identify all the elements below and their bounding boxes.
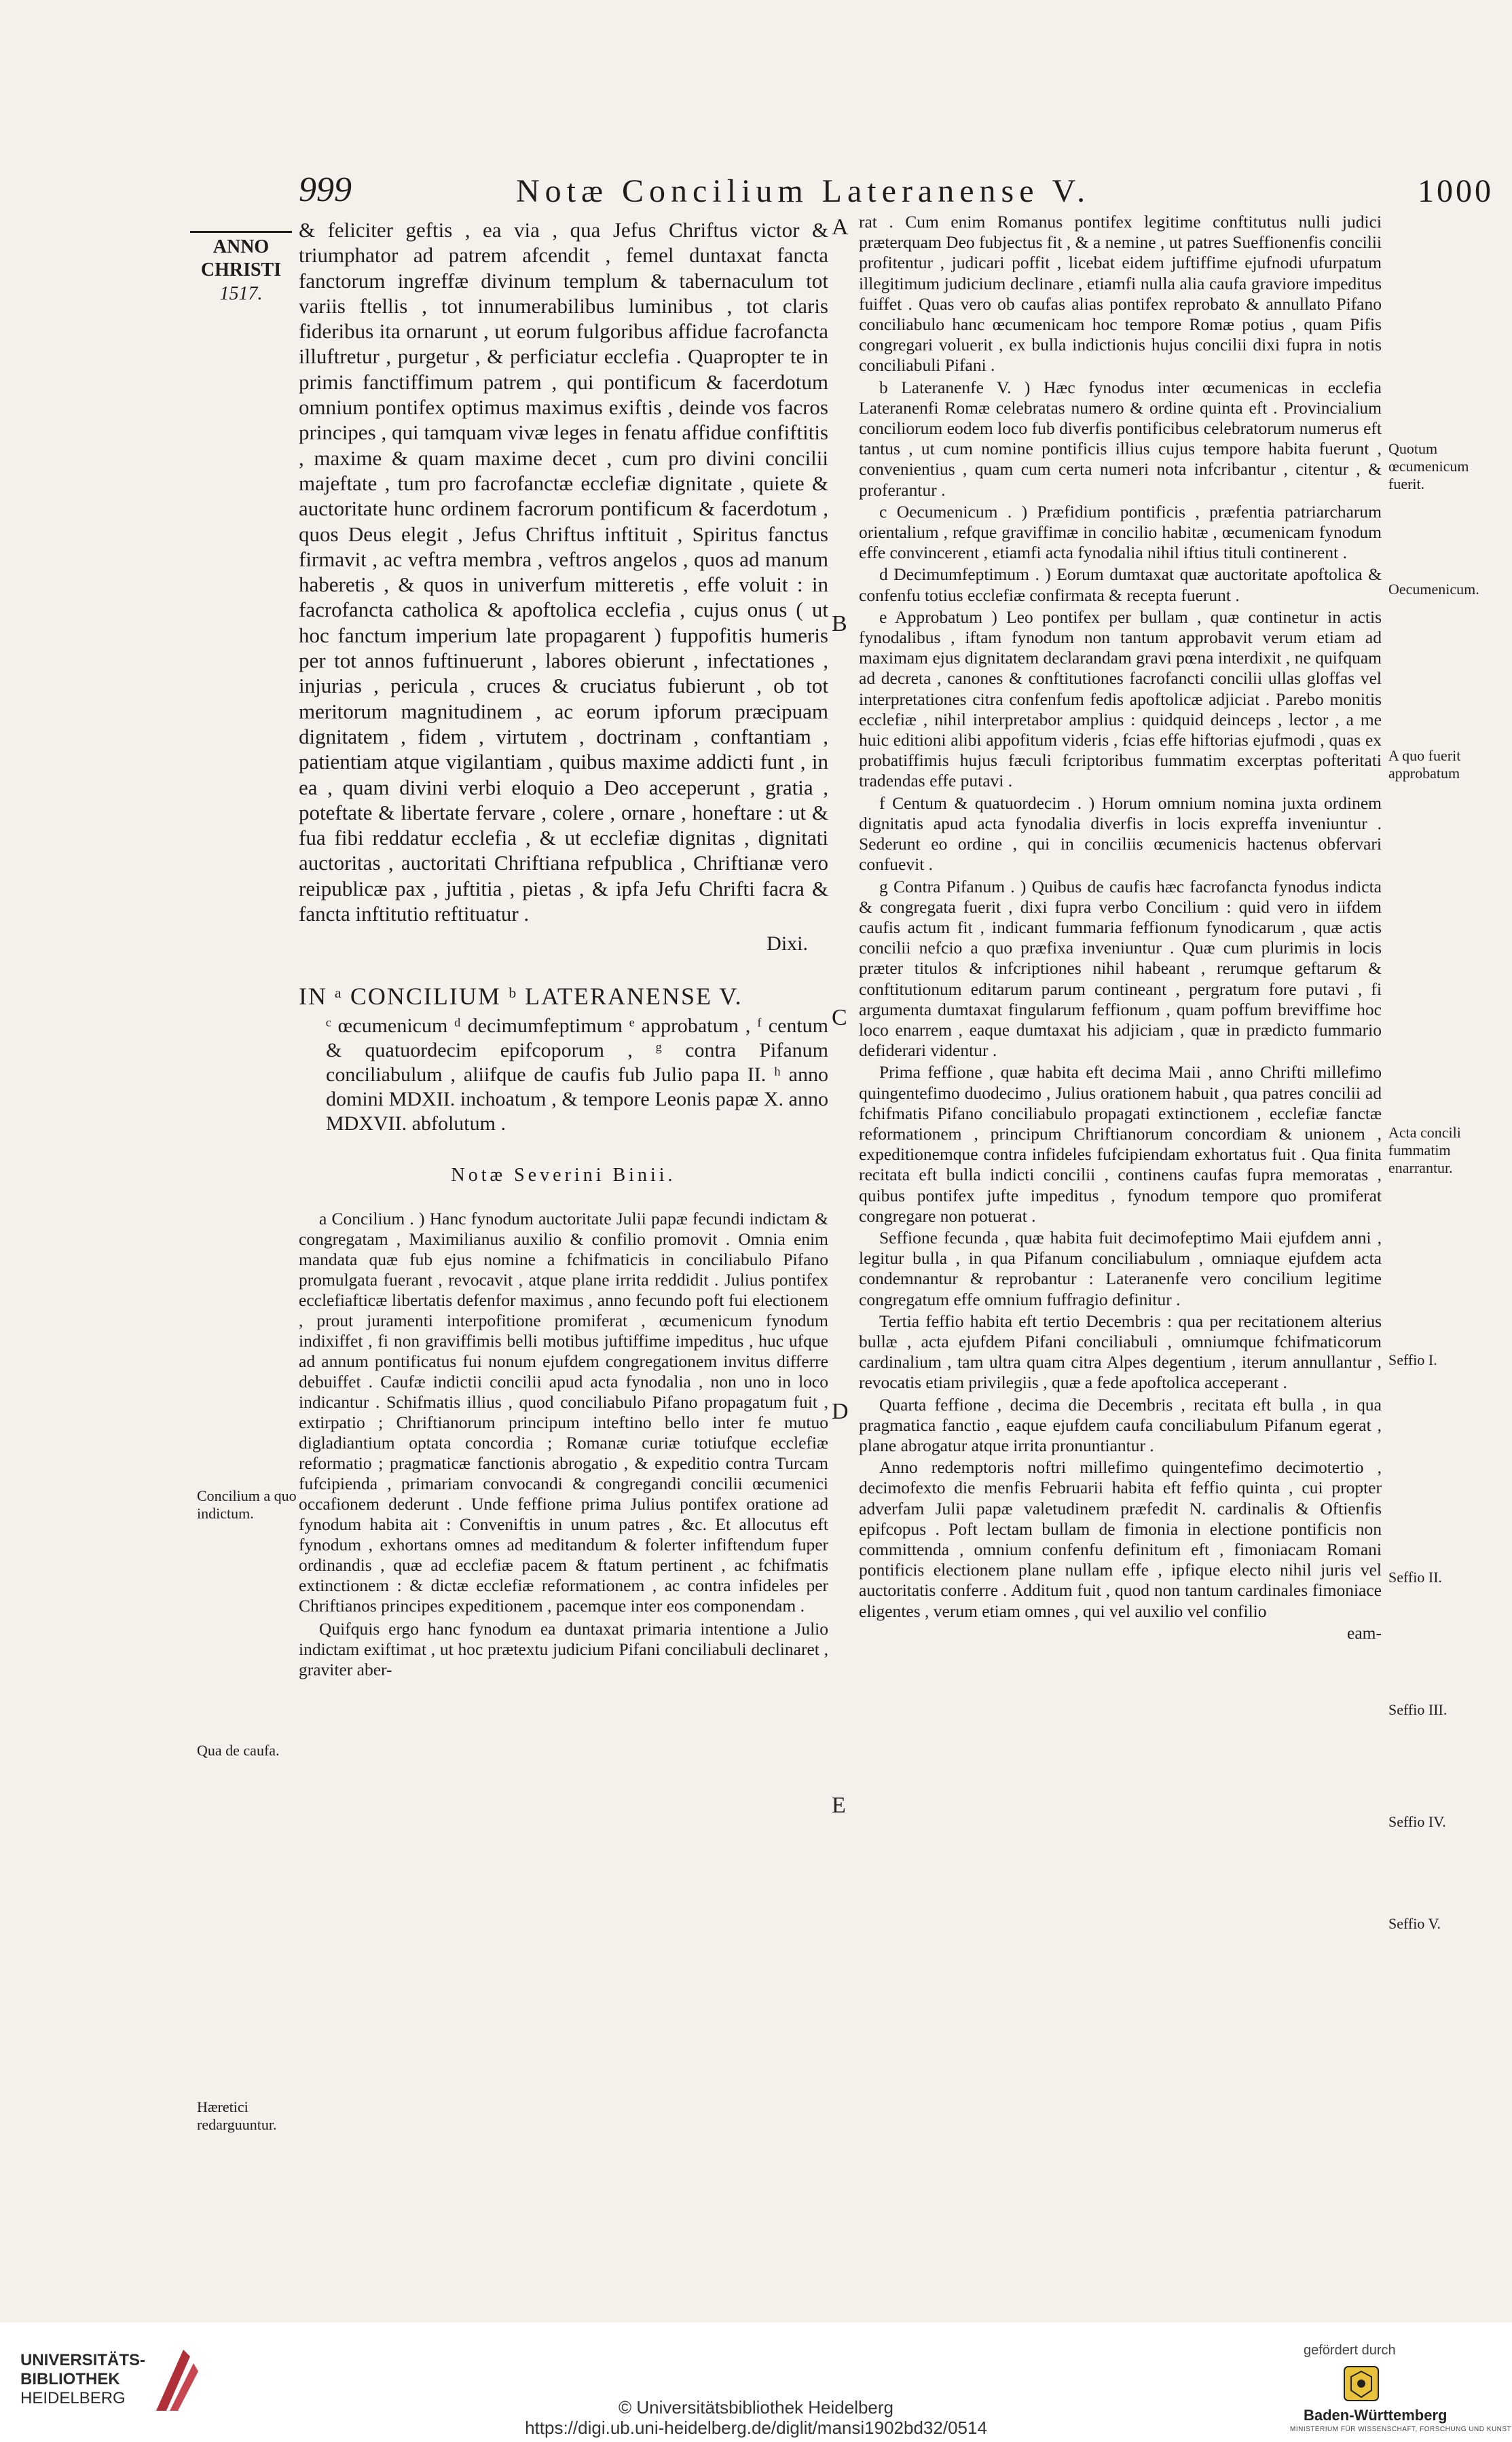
note-a-continued: Quifquis ergo hanc fynodum ea duntaxat primaria intentione a Julio indictam exiftimat , ut hoc prætextu judicium Pifani conciliabuli declinaret , graviter aber- — [299, 1618, 828, 1679]
concilium-title-block — [299, 984, 828, 1137]
side-note-concilium: Concilium a quo indictum. — [197, 1487, 297, 1522]
side-note-a-quo: A quo fuerit approbatum — [1388, 747, 1461, 782]
section-letter-d: D — [832, 1399, 849, 1424]
right-column — [859, 212, 1382, 1645]
right-para-4: d Decimumfeptimum . ) Eorum dumtaxat quæ auctoritate apoftolica & confenfu totius ecclefiæ confirmata & recepta fuerunt . — [859, 564, 1382, 605]
right-para-6: f Centum & quatuordecim . ) Horum omnium nomina juxta ordinem dignitatis apud acta fynodalia diverfis in locis expreffa inveniuntur . Sederunt eo ordine , qui in conciliis œcumenicis hactenus obfervari confuevit . — [859, 792, 1382, 875]
side-note-sessio-2: Seffio II. — [1388, 1569, 1443, 1586]
right-para-8: Prima feffione , quæ habita eft decima Maii , anno Chrifti millefimo quingentefimo duodecimo , Julius orationem habuit , qua patres concilii ad fchifmatis Pifano conciliabulo propagati extinctionem , ecclefiæ fanctæ reformationem , principum Chriftianorum concordiam & unionem , expeditionemque contra infideles fufcipiendam exhortatus fuit . Qua finita recitata eft bulla indicti concilii , continens caufas fupra memoratas , quibus pontifex jufte impeditus , fynodum tempore quo promiferat congregare non potuerat . — [859, 1062, 1382, 1226]
page-number-left: 999 — [299, 170, 352, 209]
christi-label: CHRISTI — [200, 259, 282, 280]
side-note-haeretici: Hæretici redarguuntur. — [197, 2098, 277, 2133]
catchword: eam- — [1347, 1622, 1382, 1643]
permalink-url[interactable]: https://digi.ub.uni-heidelberg.de/diglit/mansi1902bd32/0514 — [525, 2418, 987, 2438]
year-label: 1517. — [219, 283, 263, 304]
state-name: Baden-Württemberg — [1304, 2407, 1448, 2424]
side-note-sessio-1: Seffio I. — [1388, 1351, 1437, 1368]
ministry-name: MINISTERIUM FÜR WISSENSCHAFT, FORSCHUNG UND KUNST — [1290, 2426, 1512, 2433]
anno-label: ANNO — [190, 231, 292, 259]
page-header — [299, 170, 1494, 211]
library-name-line-3: HEIDELBERG — [20, 2389, 126, 2407]
right-para-9: Seffione fecunda , quæ habita fuit decimofeptimo Maii ejufdem anni , legitur bulla , in qua Pifanum conciliabulum , omniaque ejufdem acta condemnantur & reprobantur : Lateranenfe vero concilium legitime congregatum effe omnium fuffragio definitur . — [859, 1227, 1382, 1309]
section-letter-b: B — [832, 611, 847, 636]
note-a: a Concilium . ) Hanc fynodum auctoritate Julii papæ fecundi indictam & congregatam , Maximilianus auxilio & confilio promovit . Omnia enim mandata quæ fub ejus nomine a fchifmaticis in conciliabulo Pifano promulgata fuerant , revocavit , atque plane irrita reddidit . Julius pontifex ecclefiafticæ libertatis defenfor maximus , anno fecundo poft fui electionem , prout juramenti interpofitione promiferat , œcumenicum fynodum indixiffet , fi non graviffimis belli motibus juftiffime impeditus , huc ufque ad annum pontificatus fui nonum ejufdem congregationem invitus differre debuiffet . Caufæ indictii concilii apud acta fynodalia , non uno in loco indicantur . Schifmatis illius , quod conciliabulo Pifano propagatum fuit , extirpatio ; Chriftianorum principum inteftino bello inter fe mutuo digladiantium optata concordia ; Romanæ curiæ totiufque ecclefiæ reformatio ; pragmaticæ fanctionis abrogatio , & expeditio contra Turcam fufcipienda , primariam convocandi & congregandi concilii œcumenici occafionem dederunt . Unde feffione prima Julius pontifex oratione ad fynodum habita ait : Conveniftis in unum patres , &c. Et allocutus eft fynodum , exhortans omnes ad meditandum & folerter infiftendum fuper ordinandis , quæ ad ecclefiæ pacem & ftatum pertinent , ac fchifmatis extinctionem : & dictæ ecclefiæ reformationem , ac contra infideles per Chriftianos principes expeditionem , pacemque inter eos componendam . — [299, 1208, 828, 1616]
right-para-11: Quarta feffione , decima die Decembris , recitata eft bulla , in qua pragmatica fanctio , eaque ejufdem caufa conciliabulum Pifanum egerat , plane abrogatur atque irrita pronuntiantur . — [859, 1394, 1382, 1455]
running-title: Notæ Concilium Lateranense V. — [516, 173, 1091, 209]
page-number-right: 1000 — [1418, 173, 1494, 209]
oration-text: & feliciter geftis , ea via , qua Jefus Chriftus victor & triumphator ad patrem afcendit , femel duntaxat fancta fanctorum ingreffæ divinum templum & tabernaculum tot variis ftellis , tot innumerabilibus luminibus , tot claris fideribus ita ornarunt , ut eorum fulgoribus affidue facrofancta illuftretur , purgetur , & perficiatur ecclefia . Quapropter te in primis fanctiffimum patrem , qui pontificum & facerdotum omnium pontifex optimus maximus exiftis , deinde vos facros principes , qui tamquam vivæ leges in fenatu affidue confiftitis , maxime & quam maxime decet , cum pro divini concilii majeftate , tum pro facrofanctæ ecclefiæ dignitate , quiete & auctoritate hunc ordinem facrorum pontificum & facerdotum , quos Deus elegit , Jefus Chriftus inftituit , Spiritus fanctus firmavit , ac veftra membra , veftros angelos , quos ad manum haberetis , & quos in univerfum mitteretis , effe voluit : in facrofancta catholica & apoftolica ecclefia , cujus onus ( ut hoc fanctum imperium late propagarent ) fuppofitis humeris per tot annos fuftinuerunt , labores obierunt , infectationes , injurias , pericula , cruces & cruciatus fubierunt , ob tot meritorum magnitudinem , ac eorum ipforum præcipuam dignitatem , fidem , virtutem , doctrinam , conftantiam , patientiam atque vigilantiam , quibus maxime addicti funt , in ea , quam divini verbi eloquio a Deo acceperunt , gratia , poteftate & libertate fervare , colere , ornare , honeftare : ut & fua fibi reddatur ecclefia , & ut ecclefiæ dignitas , dignitati auctoritas , auctoritati Chriftiana refpublica , Chriftianæ vero reipublicæ pax , juftitia , pietas , & ipfa Jefu Chrifti facra & fancta inftitutio reftituatur . — [299, 218, 828, 926]
side-note-sessio-4: Seffio IV. — [1388, 1813, 1446, 1830]
notes-left — [299, 1209, 828, 1680]
funded-by-label: gefördert durch — [1304, 2343, 1396, 2358]
baden-wuerttemberg-crest-icon — [1331, 2363, 1392, 2404]
right-para-3: c Oecumenicum . ) Præfidium pontificis , præfentia patriarcharum orientalium , refque graviffimæ in concilio habitæ , œcumenicam fynodum effe convincerent , etiamfi acta fynodalia nihil iftius tituli continerent . — [859, 501, 1382, 563]
right-para-12: Anno redemptoris noftri millefimo quingentefimo decimotertio , decimofexto die menfis Februarii habita eft feffio quinta , cui propter adverfam Julii papæ valetudinem præfedit N. cardinalis & Oftienfis epifcopus . Poft lectam bullam de fimonia in electione pontificis non committenda , omnium confenfu definitum eft , fimoniacam Romani pontificis electionem plane nullam effe , ipfique electo nihil juris vel auctoritatis conferre . Additum fuit , quod non tantum cardinales fimoniace eligentes , verum etiam omnes , qui vel auxilio vel confilio — [859, 1457, 1382, 1621]
section-letter-a: A — [832, 215, 849, 240]
library-name-line-2: BIBLIOTHEK — [20, 2370, 120, 2388]
year-margin — [190, 231, 292, 306]
section-letter-c: C — [832, 1005, 847, 1030]
right-para-1: rat . Cum enim Romanus pontifex legitime conftitutus nulli judici præterquam Deo fubjectus fit , & a nemine , ut patres Sueffionenfis concilii profitentur , judicari poffit , licebat eidem juftiffime ejufnodi ufurpatum illegitimum judicium declinare , etiamfi nulla alia caufa graviore impeditus fuiffet . Quas vero ob caufas alias pontifex reprobato & annullato Pifano conciliabulo hanc œcumenicam hoc tempore Romæ potius , quam Pifis congregari voluerit , ex bulla indictionis hujus concilii dixi fupra in notis conciliabuli Pifani . — [859, 212, 1382, 376]
right-para-7: g Contra Pifanum . ) Quibus de caufis hæc facrofancta fynodus indicta & congregata fuerit , dixi fupra verbo Concilium : quid vero in iifdem caufis actum fit , indicant fummaria feffionum fynodicarum , quæ actis concilii nefcio a quo præfixa inveniuntur . Quæ cum plurimis in locis præter titulos & infcriptiones nihil habeant , rerumque geftarum & conftitutionum editarum parum contineant , pergratum fore putavi , fi argumenta dumtaxat fingularum feffionum , quam poffum breviffime hoc loco enarrem , eaque dumtaxat his adjiciam , quæ in prædicto fummario defiderari videntur . — [859, 876, 1382, 1061]
side-note-qua-de-causa: Qua de caufa. — [197, 1742, 280, 1759]
section-letter-e: E — [832, 1793, 846, 1818]
side-note-oecumenicum: Oecumenicum. — [1388, 581, 1479, 598]
side-note-acta: Acta concili fummatim enarrantur. — [1388, 1124, 1461, 1176]
viewer-footer — [0, 2322, 1512, 2442]
side-note-sessio-5: Seffio V. — [1388, 1915, 1441, 1932]
copyright-text: © Universitätsbibliothek Heidelberg — [618, 2397, 894, 2418]
right-para-2: b Lateranenfe V. ) Hæc fynodus inter œcumenicas in ecclefia Lateranenfi Romæ celebratas numero & ordine quinta eft . Provincialium conciliorum eodem loco fub diverfis pontificibus celebratorum numerus eft tantus , ut cum nomine pontificis illius cujus tempore habita fuerunt , convenientius , quam cum certa numeri nota infcribantur , citentur , & proferantur . — [859, 377, 1382, 500]
side-note-sessio-3: Seffio III. — [1388, 1701, 1448, 1718]
right-para-10: Tertia feffio habita eft tertio Decembris : qua per recitationem alterius bullæ , acta ejufdem Pifani conciliabuli , omniumque fchifmaticorum cardinalium , tam ultra quam citra Alpes degentium , iterum annullantur , revocatis etiam privilegiis , quæ a fede apoftolica acceperant . — [859, 1311, 1382, 1393]
dixi-text: Dixi. — [767, 932, 808, 955]
left-column — [299, 217, 828, 1683]
concilium-subtitle: ᶜ œcumenicum ᵈ decimumfeptimum ᵉ approbatum , ᶠ centum & quatuordecim epifcoporum , ᵍ contra Pifanum conciliabulum , aliifque de caufis fub Julio papa II. ʰ anno domini MDXII. inchoatum , & tempore Leonis papæ X. anno MDXVII. abfolutum . — [326, 1015, 828, 1135]
notes-heading: Notæ Severini Binii. — [451, 1165, 676, 1186]
concilium-title: IN ᵃ CONCILIUM ᵇ LATERANENSE V. — [299, 982, 743, 1010]
right-para-5: e Approbatum ) Leo pontifex per bullam , quæ continetur in actis fynodalibus , iftam fynodum non tantum approbavit verum etiam ad maximam ejus dignitatem declarandam gravi pœna interdixit , ne quifquam ad decreta , canones & conftitutiones facrofancti concilii ullas gloffas vel interpretationes citra confenfum fedis apoftolicæ adjiciat . Parebo monitis ecclefiæ , nihil interpretabor amplius : quidquid deinceps , lector , a me huic editioni alibi appofitum videris , fcias effe hiftorias ejufmodi , quas ex probatiffimis hujus fæculi fcriptoribus fummatim excerptas pofteritati tradendas effe putavi . — [859, 606, 1382, 791]
side-note-quotum: Quotum œcumenicum fuerit. — [1388, 440, 1469, 492]
library-name-line-1: UNIVERSITÄTS- — [20, 2351, 146, 2369]
